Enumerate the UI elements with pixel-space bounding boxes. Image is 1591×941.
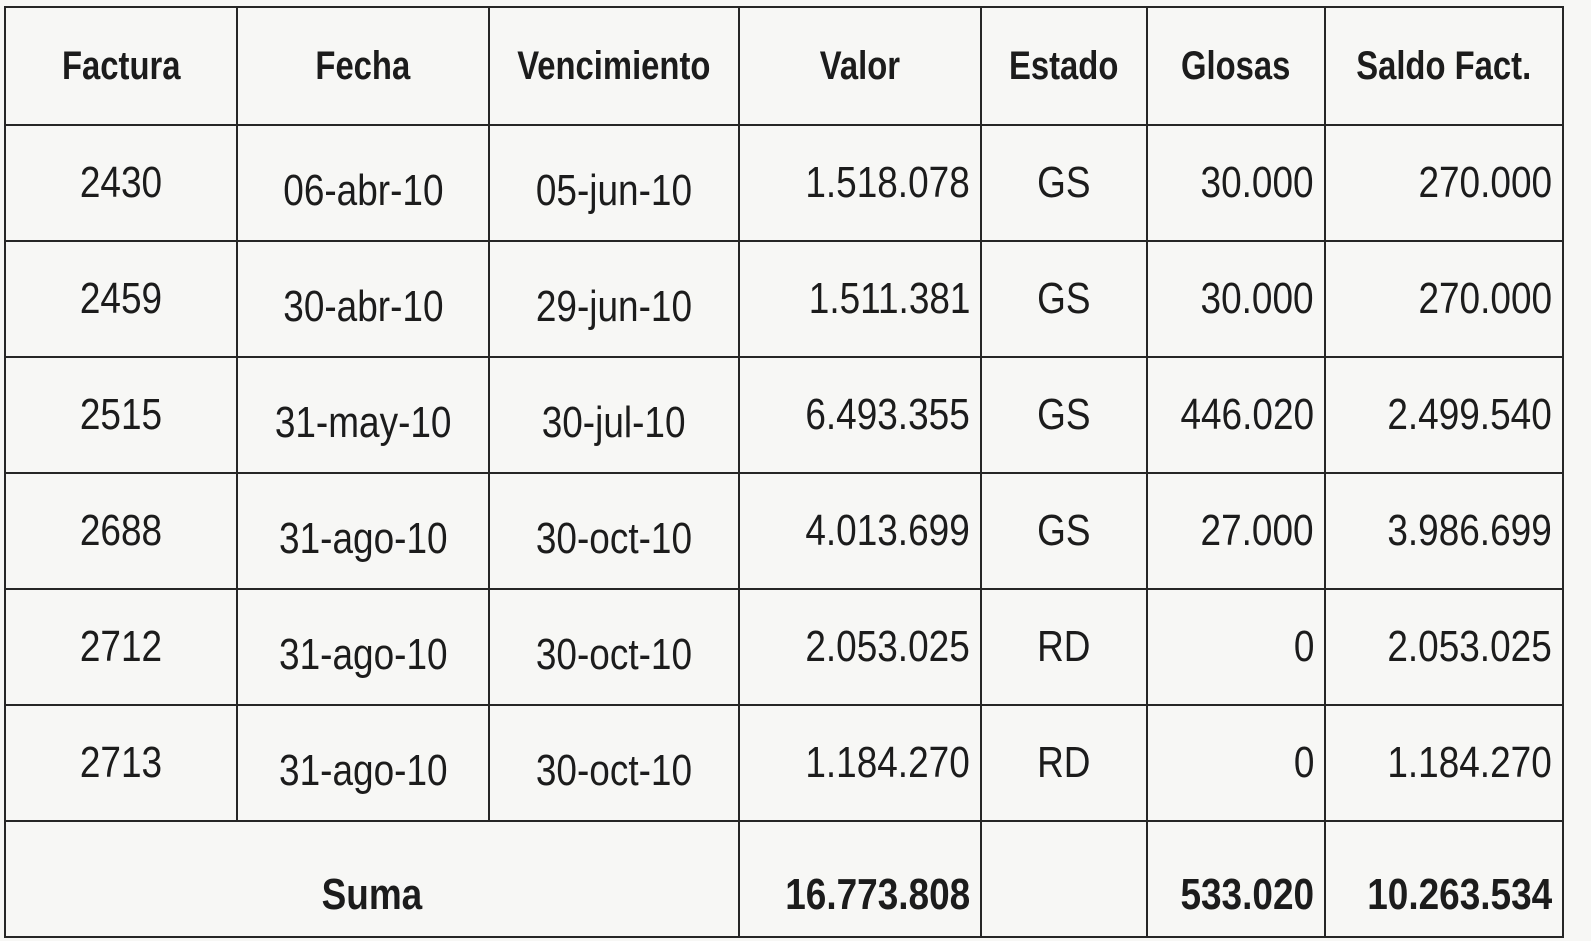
cell-saldo: 1.184.270 xyxy=(1325,705,1563,821)
cell-saldo: 2.053.025 xyxy=(1325,589,1563,705)
cell-glosas: 446.020 xyxy=(1147,357,1325,473)
cell-glosas: 0 xyxy=(1147,589,1325,705)
cell-saldo: 270.000 xyxy=(1325,125,1563,241)
total-saldo: 10.263.534 xyxy=(1325,821,1563,937)
cell-fecha: 31-ago-10 xyxy=(237,589,489,705)
cell-estado: GS xyxy=(981,125,1147,241)
cell-vencimiento: 29-jun-10 xyxy=(489,241,739,357)
header-row xyxy=(5,7,1563,125)
table-row xyxy=(5,705,1563,821)
cell-fecha: 31-may-10 xyxy=(237,357,489,473)
table-row xyxy=(5,473,1563,589)
cell-factura: 2515 xyxy=(5,357,237,473)
cell-fecha: 06-abr-10 xyxy=(237,125,489,241)
cell-glosas: 0 xyxy=(1147,705,1325,821)
header-factura: Factura xyxy=(5,7,237,125)
cell-factura: 2713 xyxy=(5,705,237,821)
header-saldo: Saldo Fact. xyxy=(1325,7,1563,125)
cell-valor: 1.184.270 xyxy=(739,705,981,821)
header-vencimiento: Vencimiento xyxy=(489,7,739,125)
cell-valor: 4.013.699 xyxy=(739,473,981,589)
header-valor: Valor xyxy=(739,7,981,125)
cell-fecha: 31-ago-10 xyxy=(237,473,489,589)
cell-estado: RD xyxy=(981,705,1147,821)
cell-estado: RD xyxy=(981,589,1147,705)
cell-glosas: 30.000 xyxy=(1147,125,1325,241)
cell-estado: GS xyxy=(981,473,1147,589)
header-fecha: Fecha xyxy=(237,7,489,125)
cell-valor: 1.518.078 xyxy=(739,125,981,241)
table-row xyxy=(5,241,1563,357)
total-valor: 16.773.808 xyxy=(739,821,981,937)
total-label: Suma xyxy=(5,821,739,937)
header-glosas: Glosas xyxy=(1147,7,1325,125)
table-row xyxy=(5,125,1563,241)
table-row xyxy=(5,357,1563,473)
cell-vencimiento: 30-jul-10 xyxy=(489,357,739,473)
cell-factura: 2712 xyxy=(5,589,237,705)
total-estado-empty xyxy=(981,821,1147,937)
cell-saldo: 2.499.540 xyxy=(1325,357,1563,473)
cell-valor: 2.053.025 xyxy=(739,589,981,705)
cell-estado: GS xyxy=(981,241,1147,357)
cell-saldo: 270.000 xyxy=(1325,241,1563,357)
cell-glosas: 27.000 xyxy=(1147,473,1325,589)
cell-factura: 2459 xyxy=(5,241,237,357)
cell-vencimiento: 30-oct-10 xyxy=(489,473,739,589)
total-glosas: 533.020 xyxy=(1147,821,1325,937)
total-row xyxy=(5,821,1563,937)
cell-glosas: 30.000 xyxy=(1147,241,1325,357)
cell-factura: 2430 xyxy=(5,125,237,241)
cell-fecha: 30-abr-10 xyxy=(237,241,489,357)
cell-saldo: 3.986.699 xyxy=(1325,473,1563,589)
header-estado: Estado xyxy=(981,7,1147,125)
cell-estado: GS xyxy=(981,357,1147,473)
cell-factura: 2688 xyxy=(5,473,237,589)
invoice-table xyxy=(4,6,1564,938)
cell-vencimiento: 30-oct-10 xyxy=(489,705,739,821)
table-row xyxy=(5,589,1563,705)
cell-fecha: 31-ago-10 xyxy=(237,705,489,821)
cell-valor: 1.511.381 xyxy=(739,241,981,357)
cell-valor: 6.493.355 xyxy=(739,357,981,473)
cell-vencimiento: 05-jun-10 xyxy=(489,125,739,241)
cell-vencimiento: 30-oct-10 xyxy=(489,589,739,705)
